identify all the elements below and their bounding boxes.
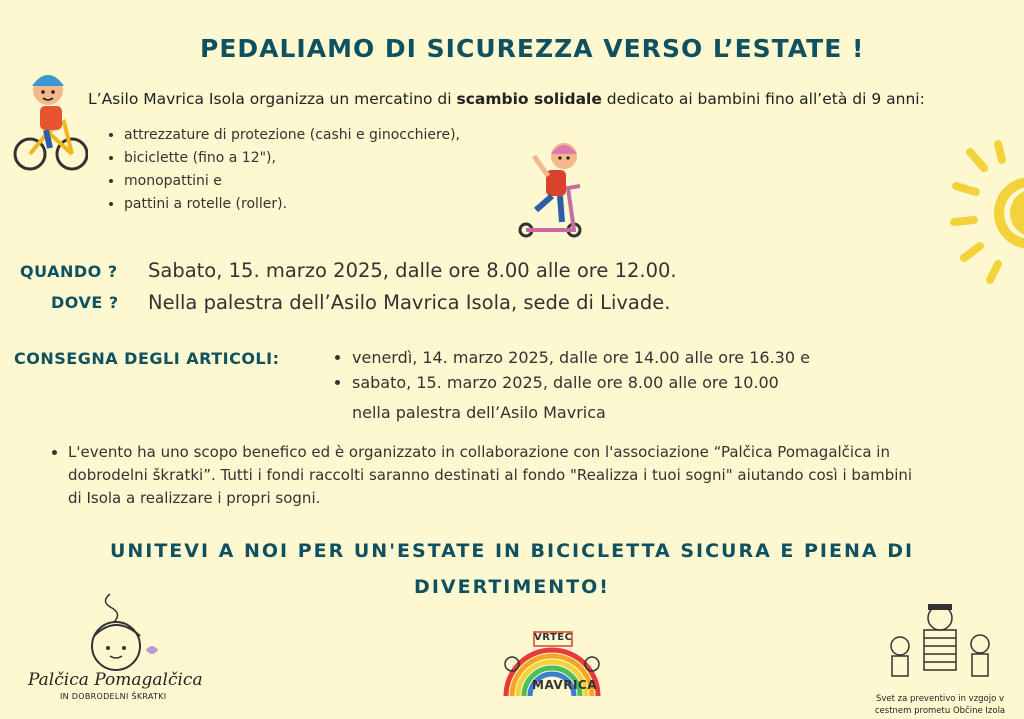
list-item: • attrezzature di protezione (cashi e ginocchiere), <box>124 124 460 147</box>
caption-line: cestnem prometu Občine Izola <box>874 706 1006 716</box>
child-on-bicycle-illustration <box>6 60 88 172</box>
traffic-council-caption <box>860 693 1020 717</box>
dove-label: DOVE ? <box>51 293 119 312</box>
quando-value: Sabato, 15. marzo 2025, dalle ore 8.00 alle ore 12.00. <box>148 259 677 282</box>
consegna-list <box>332 345 810 395</box>
traffic-council-logo-illustration <box>884 600 1000 686</box>
list-item: • pattini a rotelle (roller). <box>124 193 460 216</box>
list-item: • sabato, 15. marzo 2025, dalle ore 8.00 alle ore 10.00 <box>352 370 810 395</box>
quando-label: QUANDO ? <box>20 262 118 281</box>
caption-line: Svet za preventivo in vzgojo v <box>875 694 1005 704</box>
closing-message <box>80 533 944 605</box>
child-on-scooter-illustration <box>506 134 598 238</box>
list-item: • biciclette (fino a 12"), <box>124 147 460 170</box>
dove-value: Nella palestra dell’Asilo Mavrica Isola, sede di Livade. <box>148 291 671 314</box>
palcica-logo-name: Palčica Pomagalčica <box>28 670 203 690</box>
closing-line: UNITEVI A NOI PER UN'ESTATE IN BICICLETTA SICURA E PIENA DI <box>109 540 915 562</box>
palcica-logo-subtitle: IN DOBRODELNI ŠKRATKI <box>60 692 167 701</box>
mavrica-logo-text: MAVRICA <box>532 678 597 692</box>
consegna-label: CONSEGNA DEGLI ARTICOLI: <box>14 349 280 368</box>
event-description <box>48 441 928 510</box>
page-title: PEDALIAMO DI SICUREZZA VERSO L’ESTATE ! <box>200 34 865 63</box>
sun-icon <box>950 140 1024 286</box>
intro-text: L’Asilo Mavrica Isola organizza un mercatino di scambio solidale dedicato ai bambini fino all’età di 9 anni: <box>88 90 925 108</box>
list-item: • L'evento ha uno scopo benefico ed è organizzato in collaborazione con l'associazione “Palčica Pomagalčica in dobrodelni škratki”. Tutti i fondi raccolti saranno destinati al fondo "Realizza i tuoi sogni" aiutando così i bambini di Isola a realizzare i propri sogni. <box>68 441 928 510</box>
consegna-continuation: nella palestra dell’Asilo Mavrica <box>352 403 606 422</box>
list-item: • monopattini e <box>124 170 460 193</box>
palcica-logo-illustration <box>70 588 170 672</box>
closing-line: DIVERTIMENTO! <box>414 576 610 598</box>
list-item: • venerdì, 14. marzo 2025, dalle ore 14.00 alle ore 16.30 e <box>352 345 810 370</box>
vrtec-logo-text: VRTEC <box>534 632 573 643</box>
items-list <box>104 124 460 216</box>
